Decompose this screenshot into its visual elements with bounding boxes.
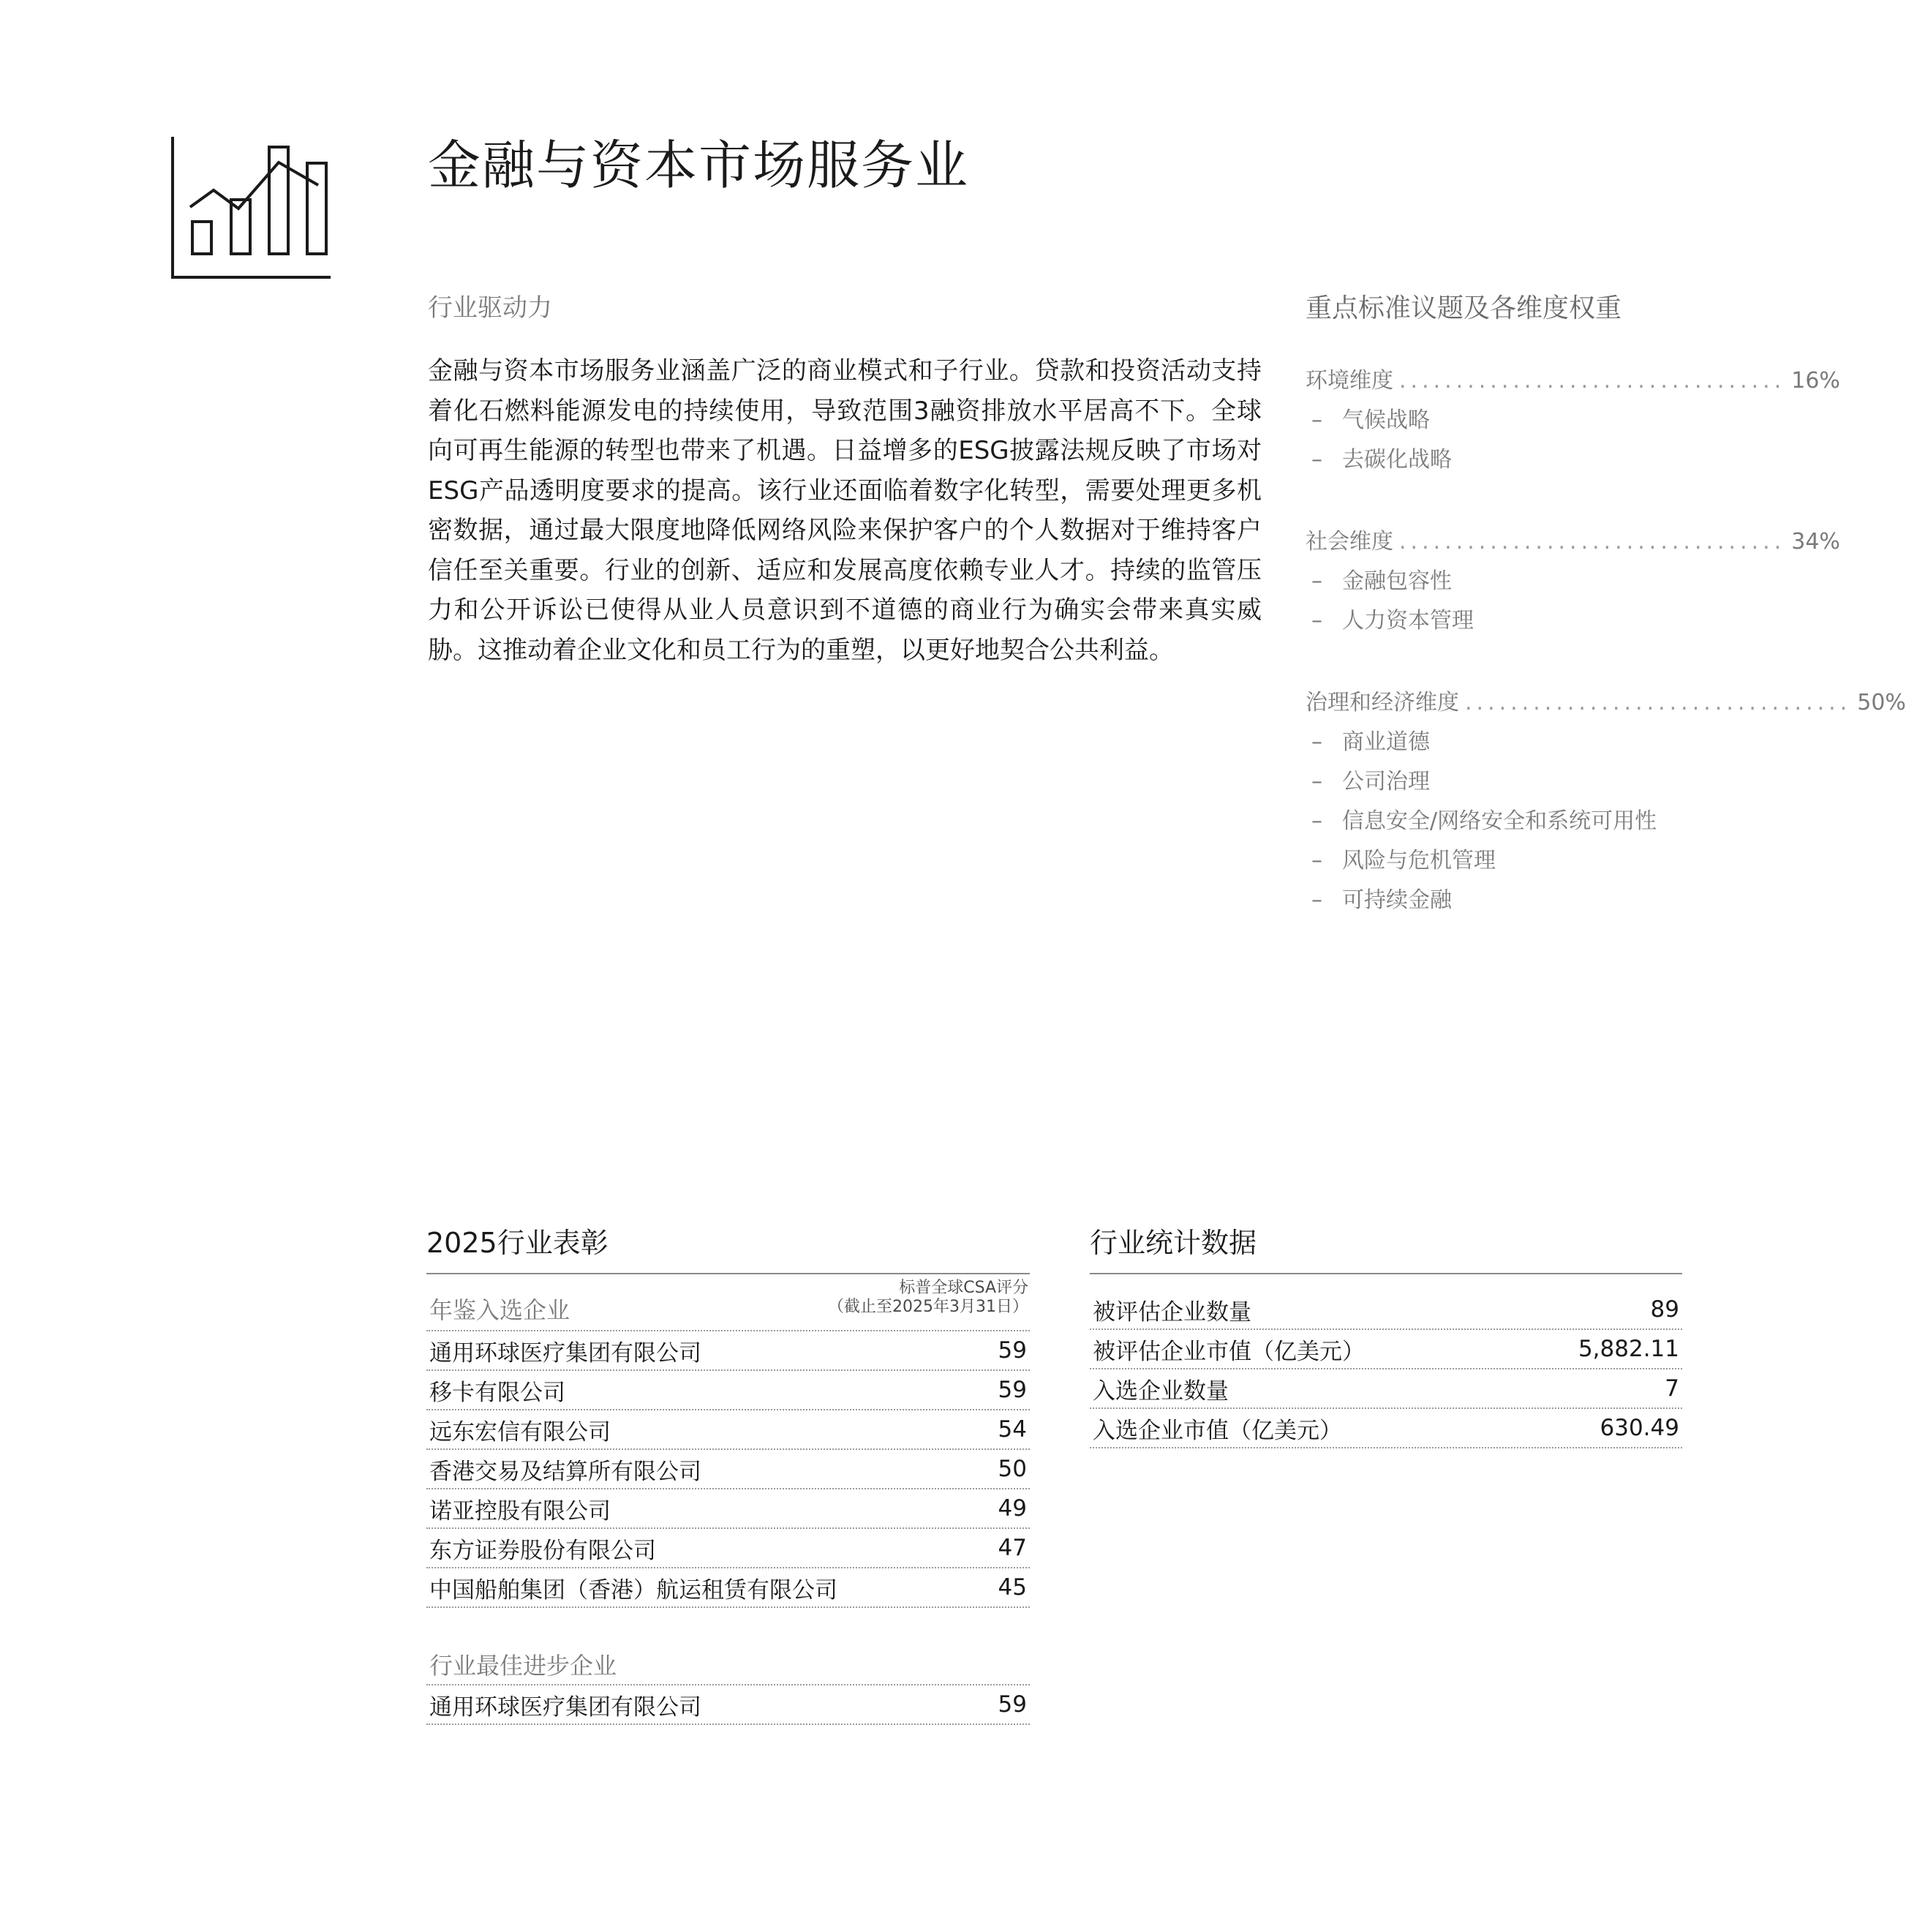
dimension-governance — [1306, 683, 1906, 920]
dimension-name: 社会维度 — [1306, 529, 1393, 555]
topic-item: – 商业道德 — [1311, 729, 1430, 755]
table-row: 被评估企业数量 89 — [1090, 1290, 1682, 1330]
table-row: 中国船舶集团（香港）航运租赁有限公司 45 — [426, 1568, 1030, 1608]
dimension-social — [1306, 522, 1840, 641]
most-improved-heading: 行业最佳进步企业 — [426, 1647, 1030, 1685]
topic-item: – 人力资本管理 — [1311, 608, 1474, 634]
page-title: 金融与资本市场服务业 — [428, 135, 970, 196]
topic-item: – 气候战略 — [1311, 407, 1430, 433]
table-row: 入选企业数量 7 — [1090, 1369, 1682, 1409]
column-header-company: 年鉴入选企业 — [429, 1296, 570, 1324]
table-row: 诺亚控股有限公司 49 — [426, 1489, 1030, 1529]
leader-dots: .................................. — [1465, 690, 1852, 715]
table-row: 被评估企业市值（亿美元） 5,882.11 — [1090, 1330, 1682, 1369]
topic-item: – 金融包容性 — [1311, 568, 1452, 594]
dimension-weight: 34% — [1791, 529, 1840, 555]
stats-title: 行业统计数据 — [1090, 1227, 1257, 1259]
awards-table — [426, 1273, 1030, 1725]
dimension-weight: 50% — [1857, 690, 1906, 715]
dimension-name: 环境维度 — [1306, 368, 1393, 394]
awards-title: 2025行业表彰 — [426, 1227, 609, 1259]
topic-item: – 可持续金融 — [1311, 887, 1452, 913]
topic-item: – 风险与危机管理 — [1311, 848, 1496, 873]
dimension-weight: 16% — [1791, 368, 1840, 394]
dimension-name: 治理和经济维度 — [1306, 690, 1459, 715]
bar-chart-trend-icon — [168, 135, 333, 282]
table-row: 东方证券股份有限公司 47 — [426, 1529, 1030, 1568]
leader-dots: .................................. — [1399, 368, 1786, 394]
dimension-environment — [1306, 361, 1840, 480]
table-row: 远东宏信有限公司 54 — [426, 1410, 1030, 1450]
industry-driver-heading: 行业驱动力 — [428, 293, 552, 323]
industry-driver-body: 金融与资本市场服务业涵盖广泛的商业模式和子行业。贷款和投资活动支持着化石燃料能源发电的持续使用，导致范围3融资排放水平居高不下。全球向可再生能源的转型也带来了机遇。日益增多的ESG披露法规反映了市场对ESG产品透明度要求的提高。该行业还面临着数字化转型，需要处理更多机密数据，通过最大限度地降低网络风险来保护客户的个人数据对于维持客户信任至关重要。行业的创新、适应和发展高度依赖专业人才。持续的监管压力和公开诉讼已使得从业人员意识到不道德的商业行为确实会带来真实威胁。这推动着企业文化和员工行为的重塑，以更好地契合公共利益。 — [428, 356, 1262, 665]
leader-dots: .................................. — [1399, 529, 1786, 555]
criteria-weights-panel — [1306, 287, 1906, 963]
stats-table — [1090, 1273, 1682, 1448]
topic-item: – 信息安全/网络安全和系统可用性 — [1311, 808, 1657, 834]
topic-item: – 去碳化战略 — [1311, 447, 1452, 473]
column-header-score: 标普全球CSA评分 （截止至2025年3月31日） — [828, 1279, 1028, 1316]
awards-table-header — [426, 1274, 1030, 1331]
topic-item: – 公司治理 — [1311, 769, 1430, 794]
table-row: 入选企业市值（亿美元） 630.49 — [1090, 1409, 1682, 1448]
table-row: 香港交易及结算所有限公司 50 — [426, 1450, 1030, 1489]
table-row: 通用环球医疗集团有限公司 59 — [426, 1685, 1030, 1725]
table-row: 通用环球医疗集团有限公司 59 — [426, 1331, 1030, 1371]
table-row: 移卡有限公司 59 — [426, 1371, 1030, 1410]
criteria-weights-heading: 重点标准议题及各维度权重 — [1306, 293, 1622, 323]
